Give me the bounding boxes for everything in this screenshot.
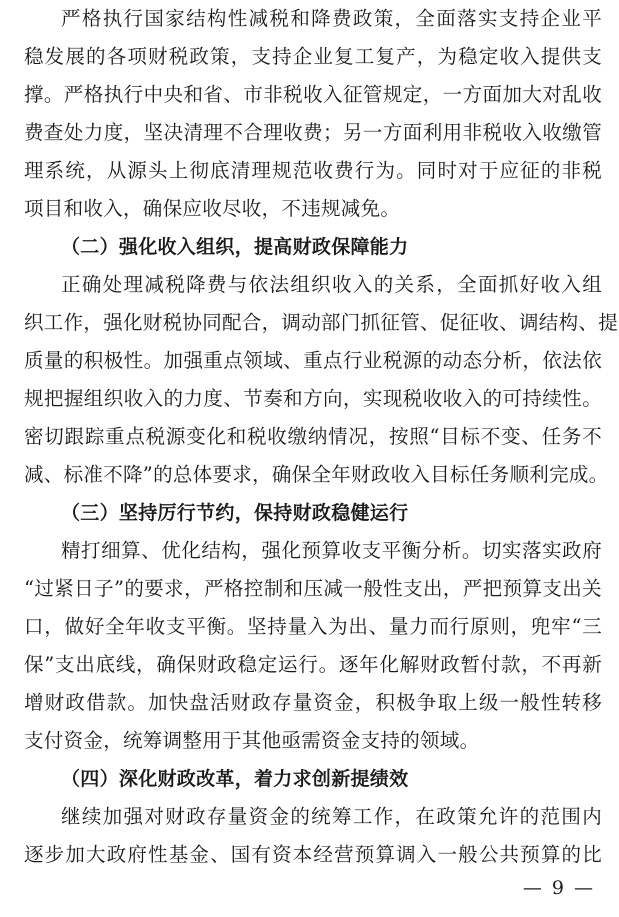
paragraph1-line: 稳发展的各项财税政策，支持企业复工复产，为稳定收入提供支	[24, 45, 602, 68]
paragraph2-line: 减、标准不降”的总体要求，确保全年财政收入目标任务顺利完成。	[24, 463, 609, 486]
paragraph4-line: 继续加强对财政存量资金的统筹工作，在政策允许的范围内	[61, 805, 602, 828]
section-heading-3: （三）坚持厉行节约，保持财政稳健运行	[61, 502, 409, 524]
document-page	[24, 0, 619, 917]
page-number: — 9 —	[522, 877, 595, 899]
paragraph3-line: 口，做好全年收支平衡。坚持量入为出、量力而行原则，兜牢“三	[24, 615, 602, 638]
paragraph3-line: 增财政借款。加快盘活财政存量资金，积极争取上级一般性转移	[24, 691, 602, 714]
paragraph1-line: 撑。严格执行中央和省、市非税收入征管规定，一方面加大对乱收	[24, 83, 602, 106]
paragraph2-line: 质量的积极性。加强重点领域、重点行业税源的动态分析，依法依	[24, 349, 602, 372]
paragraph2-line: 规把握组织收入的力度、节奏和方向，实现税收收入的可持续性。	[24, 387, 602, 410]
paragraph3-line: 保”支出底线，确保财政稳定运行。逐年化解财政暂付款，不再新	[24, 653, 602, 676]
paragraph3-line: 支付资金，统筹调整用于其他亟需资金支持的领域。	[24, 729, 480, 752]
paragraph1-line: 项目和收入，确保应收尽收，不违规减免。	[24, 197, 401, 220]
paragraph2-line: 密切跟踪重点税源变化和税收缴纳情况，按照“目标不变、任务不	[24, 425, 602, 448]
section-heading-4: （四）深化财政改革，着力求创新提绩效	[61, 768, 409, 790]
paragraph2-line: 织工作，强化财税协同配合，调动部门抓征管、促征收、调结构、提	[24, 311, 619, 334]
paragraph3-line: 精打细算、优化结构，强化预算收支平衡分析。切实落实政府	[61, 539, 602, 562]
paragraph4-line: 逐步加大政府性基金、国有资本经营预算调入一般公共预算的比	[24, 843, 602, 866]
paragraph1-line: 严格执行国家结构性减税和降费政策，全面落实支持企业平	[61, 7, 602, 30]
paragraph1-line: 理系统，从源头上彻底清理规范收费行为。同时对于应征的非税	[24, 159, 602, 182]
paragraph3-line: “过紧日子”的要求，严格控制和压减一般性支出，严把预算支出关	[24, 577, 602, 600]
section-heading-2: （二）强化收入组织，提高财政保障能力	[61, 236, 409, 258]
paragraph2-line: 正确处理减税降费与依法组织收入的关系，全面抓好收入组	[61, 273, 602, 296]
paragraph1-line: 费查处力度，坚决清理不合理收费；另一方面利用非税收入收缴管	[24, 121, 602, 144]
